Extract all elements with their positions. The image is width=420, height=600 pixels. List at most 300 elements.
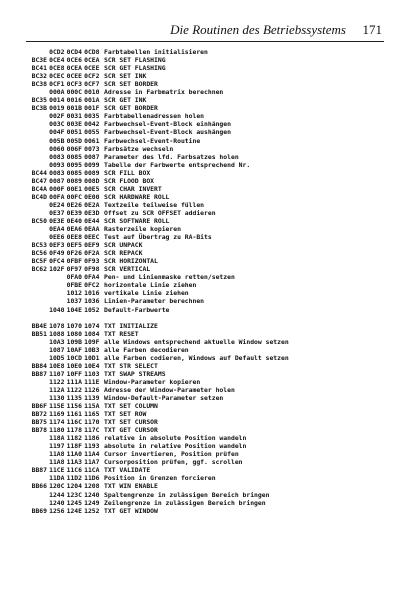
routine-row — [31, 80, 381, 88]
address-v3: 1165 — [84, 410, 100, 419]
routine-row — [31, 128, 381, 136]
routine-description: Adresse in Farbmatrix berechnen — [104, 88, 224, 97]
address-v3: 0087 — [84, 152, 100, 161]
address-v1: 1169 — [49, 410, 65, 419]
jump-address: BC4D — [31, 192, 47, 201]
address-v3: 00E5 — [84, 184, 100, 193]
address-v2: 124E — [66, 506, 82, 515]
address-v3: 0055 — [84, 128, 100, 137]
routine-row — [31, 273, 381, 281]
routine-description: Position in Grenzen forcieren — [104, 474, 216, 483]
jump-address — [31, 137, 47, 145]
address-v1: 1078 — [49, 321, 65, 330]
address-v2: 116C — [66, 418, 82, 427]
routine-row — [31, 434, 381, 442]
address-v2: 1012 — [66, 289, 82, 298]
routine-row — [31, 362, 381, 370]
address-v2: 1135 — [66, 393, 82, 402]
address-v2: 10CD — [66, 353, 82, 362]
address-v1: 0087 — [49, 176, 65, 185]
routine-row — [31, 169, 381, 177]
address-v1: 0CE8 — [49, 64, 65, 73]
address-v2: 0051 — [66, 128, 82, 137]
routine-row — [31, 466, 381, 474]
jump-address: BC38 — [31, 80, 47, 89]
address-v1: 112A — [49, 385, 65, 394]
routine-description: TXT GET WINDOW — [104, 506, 158, 515]
routine-description: TXT INITIALIZE — [104, 321, 158, 330]
address-v2: 11D2 — [66, 474, 82, 483]
address-v1: 1122 — [49, 377, 65, 386]
address-v3: 0FA4 — [84, 273, 100, 282]
routine-row — [31, 426, 381, 434]
address-v2: 0F26 — [66, 249, 82, 258]
address-v1: 000F — [49, 184, 65, 193]
address-v3: 0F2A — [84, 249, 100, 258]
jump-address — [31, 153, 47, 161]
address-v1: 0EE6 — [49, 233, 65, 242]
address-v2: 0095 — [66, 160, 82, 169]
jump-address — [31, 306, 47, 314]
routine-description: SCR SOFTWARE ROLL — [104, 216, 170, 225]
address-v1: 0E24 — [49, 200, 65, 209]
routine-description: TXT VALIDATE — [104, 466, 151, 475]
address-v2: 0CF3 — [66, 80, 82, 89]
routine-description: Cursor invertieren, Position prüfen — [104, 450, 239, 459]
routine-description: SCR GET BORDER — [104, 104, 158, 113]
routine-description: TXT GET CURSOR — [104, 426, 158, 435]
address-v3: 0EAA — [84, 225, 100, 234]
jump-address — [31, 161, 47, 169]
jump-address — [31, 225, 47, 233]
address-v2: 0E40 — [66, 216, 82, 225]
address-v1: 1174 — [49, 418, 65, 427]
address-v1: 10E8 — [49, 361, 65, 370]
jump-address: BB87 — [31, 466, 47, 475]
address-v1: 0093 — [49, 160, 65, 169]
routine-row — [31, 394, 381, 402]
routine-row — [31, 330, 381, 338]
address-v2: 0EE8 — [66, 233, 82, 242]
routine-description: vertikale Linie ziehen — [104, 289, 189, 298]
address-v1: 10D5 — [49, 353, 65, 362]
routine-row — [31, 145, 381, 153]
jump-address — [31, 209, 47, 217]
address-v2: 00E1 — [66, 184, 82, 193]
address-v2: 11C6 — [66, 466, 82, 475]
address-v1: 0083 — [49, 168, 65, 177]
routine-description: TXT WIN ENABLE — [104, 482, 158, 491]
routine-description: Rasterzeile kopieren — [104, 225, 181, 234]
address-v1: 1087 — [49, 345, 65, 354]
routine-row — [31, 137, 381, 145]
address-v3: 0CEA — [84, 56, 100, 65]
address-v2: 000C — [66, 88, 82, 97]
address-v3: 0010 — [84, 88, 100, 97]
address-v2: 0085 — [66, 152, 82, 161]
address-v3: 0073 — [84, 144, 100, 153]
routine-row — [31, 193, 381, 201]
jump-address — [31, 354, 47, 362]
routine-row — [31, 346, 381, 354]
address-v1 — [49, 273, 65, 281]
routine-description: alle Farben codieren, Windows auf Default setzen — [104, 353, 289, 362]
jump-address — [31, 434, 47, 442]
jump-address: BB4E — [31, 321, 47, 330]
address-v2: 1204 — [66, 482, 82, 491]
jump-address — [31, 297, 47, 305]
routine-description: TXT STR SELECT — [104, 361, 158, 370]
routine-row — [31, 209, 381, 217]
routine-row — [31, 201, 381, 209]
jump-address — [31, 120, 47, 128]
address-v3: 1016 — [84, 289, 100, 298]
routine-description: Farbwechsel-Event-Block einhängen — [104, 120, 231, 129]
address-v2: 001B — [66, 104, 82, 113]
jump-address: BC3E — [31, 56, 47, 65]
address-v1: 1244 — [49, 490, 65, 499]
address-v3: 0035 — [84, 112, 100, 121]
address-v3: 0EEC — [84, 233, 100, 242]
address-v3: 117C — [84, 426, 100, 435]
address-v1: 0FC4 — [49, 257, 65, 266]
address-v2: 0016 — [66, 96, 82, 105]
address-v2: 0FBF — [66, 257, 82, 266]
address-v3: 1186 — [84, 434, 100, 443]
jump-address — [31, 128, 47, 136]
address-v1: 120C — [49, 482, 65, 491]
routine-row — [31, 185, 381, 193]
address-v3: 001A — [84, 96, 100, 105]
routine-row — [31, 217, 381, 225]
jump-address — [31, 394, 47, 402]
routine-row — [31, 499, 381, 507]
routine-description: alle Farben decodieren — [104, 345, 189, 354]
routine-description: SCR VERTICAL — [104, 265, 151, 274]
jump-address: BC3B — [31, 104, 47, 113]
address-v3: 111E — [84, 377, 100, 386]
jump-address: BC41 — [31, 64, 47, 73]
routine-row — [31, 386, 381, 394]
address-v3: 115A — [84, 402, 100, 411]
address-v3: 1074 — [84, 321, 100, 330]
address-v1: 1107 — [49, 369, 65, 378]
address-v3: 0EF9 — [84, 241, 100, 250]
address-v3: 008D — [84, 176, 100, 185]
routine-description: TXT SWAP STREAMS — [104, 369, 166, 378]
address-v3: 11A7 — [84, 458, 100, 467]
routine-description: Farbtabellenadressen holen — [104, 112, 205, 121]
routine-row — [31, 450, 381, 458]
address-v2: 1037 — [66, 297, 82, 306]
jump-address — [31, 474, 47, 482]
routine-row — [31, 338, 381, 346]
routine-row — [31, 48, 381, 56]
address-v3: 10D1 — [84, 353, 100, 362]
address-v3: 0089 — [84, 168, 100, 177]
routine-row — [31, 297, 381, 305]
address-v2: 0CEE — [66, 72, 82, 81]
routine-row — [31, 482, 381, 490]
address-v3: 0CEE — [84, 64, 100, 73]
address-v2: 1182 — [66, 434, 82, 443]
address-v2: 11A0 — [66, 450, 82, 459]
jump-address — [31, 273, 47, 281]
address-v1: 0E37 — [49, 208, 65, 217]
address-v3: 0CF2 — [84, 72, 100, 81]
address-v3: 10B3 — [84, 345, 100, 354]
jump-address — [31, 48, 47, 56]
routine-row — [31, 257, 381, 265]
routine-row — [31, 458, 381, 466]
routine-row — [31, 177, 381, 185]
jump-address — [31, 458, 47, 466]
jump-address: BC32 — [31, 72, 47, 81]
routine-description: Pen- und Linienmaske retten/setzen — [104, 273, 235, 282]
routine-description: Linien-Parameter berechnen — [104, 297, 205, 306]
routine-description: TXT SET COLUMN — [104, 402, 158, 411]
address-v3: 1084 — [84, 329, 100, 338]
routine-description: Window-Default-Parameter setzen — [104, 393, 224, 402]
routine-row — [31, 104, 381, 112]
address-v3: 1139 — [84, 393, 100, 402]
routine-description: SCR UNPACK — [104, 241, 143, 250]
address-v1: 0CEC — [49, 72, 65, 81]
routine-row — [31, 56, 381, 64]
jump-address — [31, 88, 47, 96]
address-v3: 11A4 — [84, 450, 100, 459]
chapter-title: Die Routinen des Betriebssystems — [170, 22, 346, 37]
jump-address — [31, 145, 47, 153]
address-v2: 005D — [66, 136, 82, 145]
address-v2: 0E39 — [66, 208, 82, 217]
routine-description: Test auf Übertrag zu RA-Bits — [104, 233, 212, 242]
address-v2: 006F — [66, 144, 82, 153]
address-v3: 001F — [84, 104, 100, 113]
address-v2: 10E0 — [66, 361, 82, 370]
routine-row — [31, 64, 381, 72]
jump-address: BC4A — [31, 184, 47, 193]
routine-row — [31, 491, 381, 499]
address-v2: 1161 — [66, 410, 82, 419]
routine-row — [31, 370, 381, 378]
address-v2: 0EF5 — [66, 241, 82, 250]
routine-description: Spaltengrenze in zulässigen Bereich bringen — [104, 490, 270, 499]
address-v2: 109B — [66, 337, 82, 346]
routine-row — [31, 354, 381, 362]
routine-row — [31, 402, 381, 410]
address-v1: 0F49 — [49, 249, 65, 258]
routine-description: absolute in relative Position wandeln — [104, 442, 247, 451]
address-v1: 002F — [49, 112, 65, 121]
routine-row — [31, 507, 381, 515]
routine-description: SCR REPACK — [104, 249, 143, 258]
routine-description: SCR SET INK — [104, 72, 147, 81]
address-v2: 1178 — [66, 426, 82, 435]
address-v3: 0CD8 — [84, 48, 100, 56]
routine-row — [31, 306, 381, 314]
routine-description: Textzeile teilweise füllen — [104, 200, 205, 209]
address-v1: 004F — [49, 128, 65, 137]
jump-address: BB69 — [31, 506, 47, 515]
address-v2: 11A3 — [66, 458, 82, 467]
address-v2: 104E — [66, 305, 82, 314]
address-v1: 0CF1 — [49, 80, 65, 89]
address-v2: 0FBE — [66, 281, 82, 290]
routine-row — [31, 96, 381, 104]
address-v2: 1122 — [66, 385, 82, 394]
address-v1: 102F — [49, 265, 65, 274]
jump-address: BB66 — [31, 482, 47, 491]
address-v1: 0060 — [49, 144, 65, 153]
address-v2: 111A — [66, 377, 82, 386]
address-v2: 1080 — [66, 329, 82, 338]
jump-address: BC47 — [31, 176, 47, 185]
address-v3: 1252 — [84, 506, 100, 515]
jump-address — [31, 378, 47, 386]
routine-row — [31, 120, 381, 128]
address-v1: 0083 — [49, 152, 65, 161]
routine-description: SCR CHAR INVERT — [104, 184, 162, 193]
jump-address: BC44 — [31, 168, 47, 177]
address-v3: 0E44 — [84, 216, 100, 225]
address-v1: 0EA4 — [49, 225, 65, 234]
address-v3: 0F93 — [84, 257, 100, 266]
routine-row — [31, 442, 381, 450]
address-v1: 0CE4 — [49, 56, 65, 65]
address-v3: 1036 — [84, 297, 100, 306]
jump-address: BB84 — [31, 361, 47, 370]
routine-table — [31, 48, 381, 515]
routine-row — [31, 249, 381, 257]
routine-row — [31, 322, 381, 330]
jump-address: BB51 — [31, 329, 47, 338]
address-v3: 0099 — [84, 160, 100, 169]
routine-description: Cursorposition prüfen, ggf. scrollen — [104, 458, 243, 467]
address-v1: 00FA — [49, 192, 65, 201]
routine-description: SCR GET INK — [104, 96, 147, 105]
jump-address — [31, 281, 47, 289]
address-v2: 1070 — [66, 321, 82, 330]
routine-description: Farbtabellen initialisieren — [104, 48, 208, 56]
routine-row — [31, 378, 381, 386]
routine-row — [31, 289, 381, 297]
address-v3: 1208 — [84, 482, 100, 491]
routine-description: Window-Parameter kopieren — [104, 377, 201, 386]
address-v2: 1156 — [66, 402, 82, 411]
address-v3: 10E4 — [84, 361, 100, 370]
address-v1: 1197 — [49, 442, 65, 451]
routine-description: TXT SET ROW — [104, 410, 147, 419]
routine-row — [31, 233, 381, 241]
address-v1: 11A8 — [49, 450, 65, 459]
routine-row — [31, 161, 381, 169]
routine-description: SCR FLOOD BOX — [104, 176, 155, 185]
address-v1: 0019 — [49, 104, 65, 113]
address-v2: 10FF — [66, 369, 82, 378]
routine-row — [31, 418, 381, 426]
routine-description: Farbwechsel-Event-Block aushängen — [104, 128, 231, 137]
address-v3: 1240 — [84, 490, 100, 499]
address-v3: 0FC2 — [84, 281, 100, 290]
address-v3: 109F — [84, 337, 100, 346]
address-v1: 11CE — [49, 466, 65, 475]
address-v1: 10A3 — [49, 337, 65, 346]
jump-address — [31, 442, 47, 450]
jump-address: BB6F — [31, 402, 47, 411]
routine-description: horizontale Linie ziehen — [104, 281, 197, 290]
address-v2: 0CEA — [66, 64, 82, 73]
address-v2: 0EA6 — [66, 225, 82, 234]
address-v1: 118A — [49, 434, 65, 443]
jump-address: BC53 — [31, 241, 47, 250]
routine-row — [31, 112, 381, 120]
jump-address: BB87 — [31, 369, 47, 378]
address-v3: 0042 — [84, 120, 100, 129]
address-v1: 11DA — [49, 474, 65, 483]
address-v3: 1103 — [84, 369, 100, 378]
address-v1: 003C — [49, 120, 65, 129]
address-v2: 003E — [66, 120, 82, 129]
address-v1: 1088 — [49, 329, 65, 338]
jump-address: BC5F — [31, 257, 47, 266]
routine-description: alle Windows entsprechend aktuelle Window setzen — [104, 337, 289, 346]
routine-description: SCR GET FLASHING — [104, 64, 166, 73]
jump-address — [31, 201, 47, 209]
address-v1: 0E3E — [49, 216, 65, 225]
address-v2: 0E26 — [66, 200, 82, 209]
address-v2: 0CE6 — [66, 56, 82, 65]
address-v2: 0FA0 — [66, 273, 82, 282]
routine-description: Tabelle der Farbwerte entsprechend Nr. — [104, 160, 251, 169]
address-v2: 0F97 — [66, 265, 82, 274]
jump-address — [31, 346, 47, 354]
jump-address: BB75 — [31, 418, 47, 427]
routine-description: Offset zu SCR OFFSET addieren — [104, 208, 216, 217]
address-v1: 0EF3 — [49, 241, 65, 250]
routine-description: Farbsätze wechseln — [104, 144, 174, 153]
address-v2: 118F — [66, 442, 82, 451]
address-v1: 1240 — [49, 498, 65, 507]
address-v1: 115E — [49, 402, 65, 411]
address-v2: 1245 — [66, 498, 82, 507]
address-v3: 0F98 — [84, 265, 100, 274]
address-v3: 1193 — [84, 442, 100, 451]
jump-address — [31, 289, 47, 297]
address-v1: 1040 — [49, 305, 65, 314]
jump-address: BC50 — [31, 216, 47, 225]
jump-address — [31, 499, 47, 507]
address-v1 — [49, 289, 65, 297]
address-v1: 0014 — [49, 96, 65, 105]
page-header — [0, 20, 382, 40]
address-v1 — [49, 281, 65, 289]
address-v3: 0061 — [84, 136, 100, 145]
routine-row — [31, 265, 381, 273]
jump-address — [31, 386, 47, 394]
jump-address — [31, 112, 47, 120]
jump-address — [31, 491, 47, 499]
address-v3: 1052 — [84, 305, 100, 314]
address-v2: 0CD4 — [66, 48, 82, 56]
routine-description: SCR HARDWARE ROLL — [104, 192, 170, 201]
address-v1: 1256 — [49, 506, 65, 515]
routine-row — [31, 72, 381, 80]
jump-address: BB72 — [31, 410, 47, 419]
routine-row — [31, 474, 381, 482]
routine-description: Default-Farbwerte — [104, 305, 170, 314]
routine-row — [31, 410, 381, 418]
